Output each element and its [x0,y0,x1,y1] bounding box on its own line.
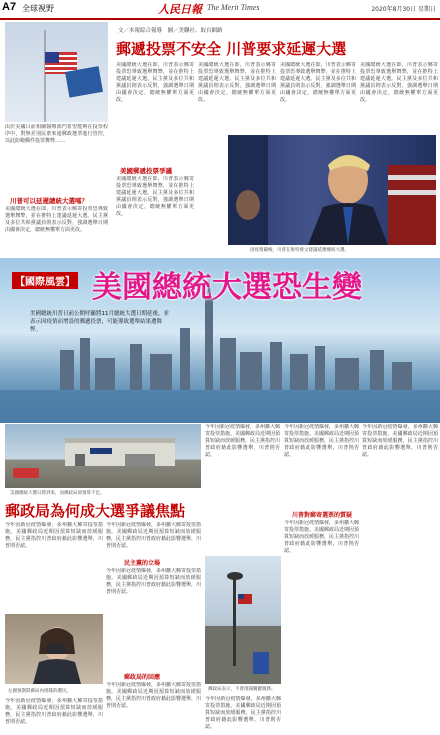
article-text: 今年因新冠疫情爆發，多州擴大郵寄投票措施。美國郵政局近期因預算短缺而放緩服務，民主黨指控川普政府藉此影響選舉，川普則否認。 [362,424,438,458]
article-text: 今年因新冠疫情爆發，多州擴大郵寄投票措施。美國郵政局近期因預算短缺而放緩服務，民主黨指控川普政府藉此影響選舉，川普則否認。 [284,424,359,458]
article-text: 今年因新冠疫情爆發，多州擴大郵寄投票措施。美國郵政局近期因預算短缺而放緩服務，民主黨指控川普政府藉此影響選舉，川普則否認。 [284,520,359,554]
issue-date: 2020年8月30日 星期日 [371,6,436,13]
subheading: 川普對郵寄選票的質疑 [292,512,353,519]
voter-photo [5,614,103,684]
article-text: 美國總統大選在即，川普表示郵寄投票恐導致選舉舞弊，並在推特上建議延遲大選。民主黨及多位共和黨議員則表示反對，強調選舉日期由國會決定，總統無權單方面更改。 [360,62,438,103]
article-text: 今年因新冠疫情爆發，多州擴大郵寄投票措施。美國郵政局近期因預算短缺而放緩服務，民主黨指控川普政府藉此影響選舉，川普則否認。 [106,522,201,549]
article-text: 今年因新冠疫情爆發，多州擴大郵寄投票措施。美國郵政局近期因預算短缺而放緩服務，民主黨指控川普政府藉此影響選舉，川普則否認。 [106,682,201,709]
article-text: 今年因新冠疫情爆發，多州擴大郵寄投票措施。美國郵政局近期因預算短缺而放緩服務，民主黨指控川普政府藉此影響選舉，川普則否認。 [5,522,103,549]
newspaper-logo: 人民日報 [158,4,202,16]
newspaper-logo-english: The Merit Times [207,3,260,12]
subheading: 民主黨的立場 [124,560,161,567]
banner-headline: 美國總統大選恐生變 [92,270,362,305]
byline: 文／本報綜合報導 圖／美聯社、取自網路 [118,28,223,34]
article-text: 美國總統大選在即，川普表示郵寄投票恐導致選舉舞弊，並在推特上建議延遲大選。民主黨及多位共和黨議員則表示反對，強調選舉日期由國會決定，總統無權單方面更改。 [280,62,356,103]
subheading: 郵政局的回應 [124,674,161,681]
post-office-photo [5,424,201,488]
column-tag: 【國際風雲】 [12,272,78,289]
article-text: 美國總統大選在即，川普表示郵寄投票恐導致選舉舞弊，並在推特上建議延遲大選。民主黨及多位共和黨議員則表示反對，強調選舉日期由國會決定，總統無權單方面更改。 [116,62,194,103]
photo-caption: 因疫情嚴峻，川普在推特發文建議延遲總統大選。 [250,248,349,253]
photo-caption: 左圖預期間郵局內排隊的選民。 [8,689,71,694]
article-text: 美國總統大選在即，川普表示郵寄投票恐導致選舉舞弊，並在推特上建議延遲大選。民主黨及多位共和黨議員則表示反對，強調選舉日期由國會決定，總統無權單方面更改。 [5,206,108,233]
subheading: 美國郵遞投票爭議 [120,167,172,175]
banner-lead: 美國總統川普日前公開呼籲將11月總統大選日期延後，並表示因疫情而增設的郵遞投票，可能導致選舉結果遭舞弊。 [30,311,170,333]
article-text: 今年因新冠疫情爆發，多州擴大郵寄投票措施。美國郵政局近期因預算短缺而放緩服務，民主黨指控川普政府藉此影響選舉，川普則否認。 [5,698,103,725]
photo-caption: 由於美國目前相關醫療部門希望能夠在投票程序中，對無差別民衆來通郵政選票進行管控，以此防範郵件投票舞弊…… [5,124,108,144]
headline: 郵遞投票不安全 川普要求延遲大選 [116,40,347,58]
photo-caption: 美國總統大選日將到來，而郵政局卻預算不足。 [10,491,105,496]
page-number: A7 [2,1,17,13]
article-text: 今年因新冠疫情爆發，多州擴大郵寄投票措施。美國郵政局近期因預算短缺而放緩服務，民主黨指控川普政府藉此影響選舉，川普則否認。 [205,696,281,730]
article-text: 美國總統大選在即，川普表示郵寄投票恐導致選舉舞弊，並在推特上建議延遲大選。民主黨及多位共和黨議員則表示反對，強調選舉日期由國會決定，總統無權單方面更改。 [116,176,194,217]
subheading: 川普可以延遲總統大選嗎？ [10,197,88,205]
trump-photo [228,135,436,245]
article-text: 今年因新冠疫情爆發，多州擴大郵寄投票措施。美國郵政局近期因預算短缺而放緩服務，民主黨指控川普政府藉此影響選舉，川普則否認。 [205,424,280,458]
headline: 郵政局為何成大選爭議焦點 [5,502,186,520]
street-photo [205,556,281,684]
photo-caption: 郵政局表示，不會削減關鍵服務。 [208,687,276,692]
flag-photo [5,22,108,122]
section-name: 全球視野 [22,4,54,13]
article-text: 美國總統大選在即，川普表示郵寄投票恐導致選舉舞弊，並在推特上建議延遲大選。民主黨及多位共和黨議員則表示反對，強調選舉日期由國會決定，總統無權單方面更改。 [198,62,276,103]
article-text: 今年因新冠疫情爆發，多州擴大郵寄投票措施。美國郵政局近期因預算短缺而放緩服務，民主黨指控川普政府藉此影響選舉，川普則否認。 [106,568,201,595]
